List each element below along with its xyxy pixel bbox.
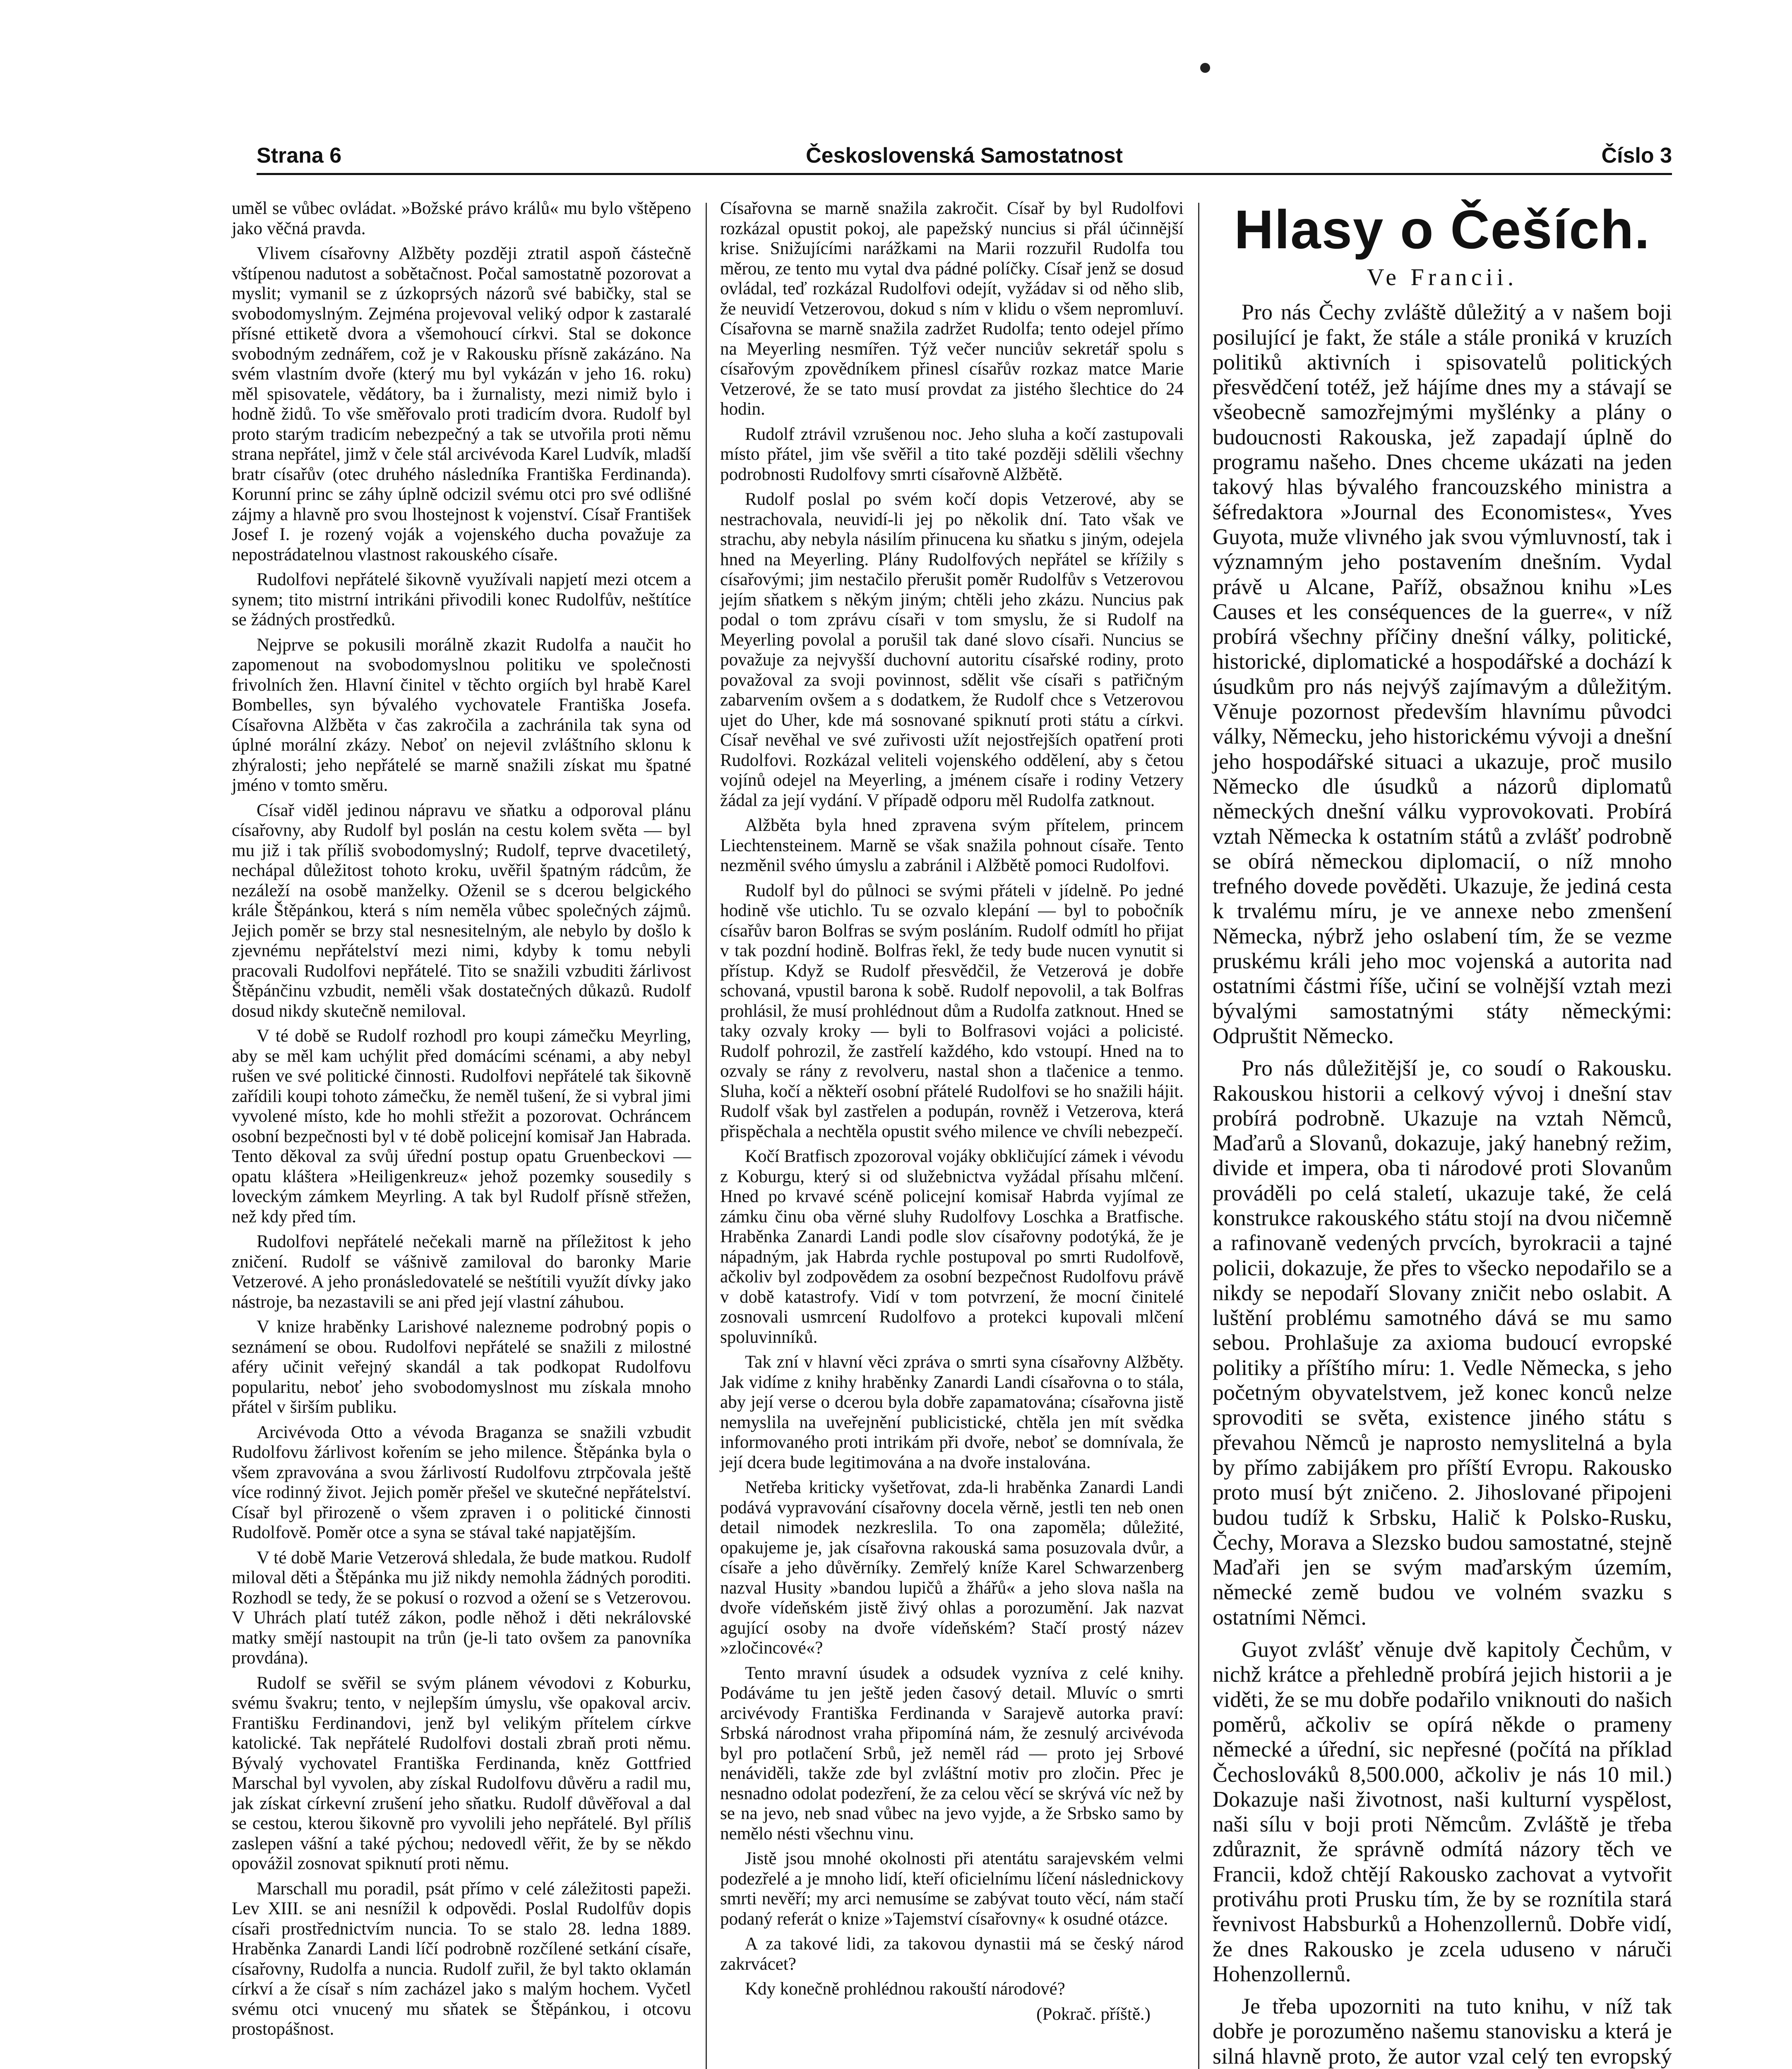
paragraph: Je třeba upozorniti na tuto knihu, v níž tak dobře je porozuměno našemu stanovisku a která je silná hlavně proto, že autor vzal celý ten evropský (1213, 1994, 1672, 2069)
paragraph: Netřeba kriticky vyšetřovat, zda-li hraběnka Zanardi Landi podává vypravování císařovny docela věrně, jestli ten neb onen detail nimodek nezkreslila. To ona zapoměla; důležité, opakujeme je, jak císařovna rakouská sama posuzovala dvůr, a císaře a jeho důvěrníky. Zemřelý kníže Karel Schwarzenberg nazval Husity »bandou lupičů a žhářů« a jeho slova našla na dvoře vídeňském jistě živý ohlas a porozumění. Jak nazvat agující osoby na dvoře vídeňském? Stačí prostý název »zločincové«? (720, 1478, 1184, 1658)
paragraph: A za takové lidi, za takovou dynastii má se český národ zakrvácet? (720, 1934, 1184, 1974)
paragraph: Rudolf se svěřil se svým plánem vévodovi z Koburku, svému švakru; tento, v nejlepším úmyslu, vše opakoval arciv. Františku Ferdinandovi, jenž byl velikým přítelem církve katolické. Tak nepřátelé Rudolfovi dostali zbraň proti němu. Bývalý vychovatel Františka Ferdinanda, kněz Gottfried Marschal byl vyvolen, aby získal Rudolfovu důvěru a radil mu, jak získat církevní zrušení jeho sňatku. Rudolf důvěřoval a dal se cestou, kterou šikovně pro vyvolili jeho nepřátelé. Byl příliš zaslepen vášní a také pýchou; nedovedl věřit, že by se někdo opovážil zosnovat spiknutí proti němu. (232, 1673, 691, 1873)
paragraph: Kočí Bratfisch zpozoroval vojáky obkličující zámek i vévodu z Koburgu, který si od služebnictva vyžádal přísahu mlčení. Hned po krvavé scéně policejní komisař Habrda vyjímal ze zámku činu oba věrné sluhy Rudolfovy Loschka a Bratfische. Hraběnka Zanardi Landi podle slov císařovny podotýká, že je nápadným, jak Habrda rychle postupoval po smrti Rudolfově, ačkoliv byl zodpovědem za osobní bezpečnost Rudolfovu právě v době katastrofy. Vidí v tom potvrzení, že mocní činitelé zosnovali usmrcení Rudolfovo a protekci kupovali mlčení spoluvinníků. (720, 1147, 1184, 1347)
continuation-note: (Pokrač. příště.) (1036, 2004, 1151, 2024)
newspaper-title: Československá Samostatnost (806, 144, 1123, 168)
paragraph: Arcivévoda Otto a vévoda Braganza se snažili vzbudit Rudolfovu žárlivost kořením se jeho milence. Štěpánka byla o všem zpravována a svou žárlivostí Rudolfovu ztrpčovala ještě více rodinný život. Jejich poměr přešel ve skutečné nepřátelství. Císař byl přirozeně o všem zpraven i o politické činnosti Rudolfově. Poměr otce a syna se stával také napjatějším. (232, 1422, 691, 1542)
column-divider (1198, 203, 1199, 2069)
page-number: Strana 6 (257, 144, 342, 168)
paragraph: Vlivem císařovny Alžběty později ztratil aspoň částečně vštípenou nadutost a sobětačnost. Počal samostatně pozorovat a myslit; vymanil se z úzkoprsých názorů své babičky, stal se svobodomyslným. Zejména projevoval veliký odpor k zastaralé přísné ettiketě dvora a všemohoucí církvi. Stal se dokonce svobodným zednářem, což je v Rakousku přísně zakázáno. Na svém vlastním dvoře (který mu byl vykázán v jeho 16. roku) měl spisovatele, vědátory, ba i žurnalisty, mezi nimiž bylo i hodně židů. To vše směřovalo proti tradicím dvora. Rudolf byl proto starým tradicím nebezpečný a tak se utvořila proti němu strana nepřátel, jimž v čele stál arcivévoda Karel Ludvík, mladší bratr císařův (otec druhého následníka Františka Ferdinanda). Korunní princ se záhy úplně odcizil svému otci pro své odlišné zájmy a hlavně pro svou lhostejnost k vojenství. Císař František Josef I. je rozený voják a vojenského ducha považuje za nepostrádatelnou vlastnost rakouského císaře. (232, 244, 691, 564)
article-column-2 (720, 199, 1184, 2029)
paragraph: Rudolf ztrávil vzrušenou noc. Jeho sluha a kočí zastupovali místo přátel, jim vše svěřil a tito také později sdělili všechny podrobnosti Rudolfovy smrti císařovně Alžbětě. (720, 424, 1184, 484)
paragraph: Marschall mu poradil, psát přímo v celé záležitosti papeži. Lev XIII. se ani nesnížil k odpovědi. Poslal Rudolfův dopis císaři prostřednictvím nuncia. To se stalo 28. ledna 1889. Hraběnka Zanardi Landi líčí podrobně rozčílené setkání císaře, císařovny, Rudolfa a nuncia. Rudolf zuřil, že byl takto oklamán církví a že císař s ním zacházel jako s malým hochem. Vyčetl svému otci vnucený mu sňatek se Štěpánkou, i otcovu prostopášnost. (232, 1879, 691, 2039)
column-divider (706, 203, 707, 2069)
paragraph: Rudolfovi nepřátelé nečekali marně na příležitost k jeho zničení. Rudolf se vášnivě zamiloval do baronky Marie Vetzerové. A jeho pronásledovatelé se neštítili využít dívky jako nástroje, ba nezastavili se ani před její vlastní záhubou. (232, 1232, 691, 1312)
paragraph: Pro nás Čechy zvláště důležitý a v našem boji posilující je fakt, že stále a stále proniká v kruzích politiků aktivních i spisovatelů politických přesvědčení totéž, jež hájíme dnes my a stávají se všeobecně samozřejmými myšlénky a plány o budoucnosti Rakouska, jež zapadají úplně do programu našeho. Dnes chceme ukázati na jeden takový hlas bývalého francouzského ministra a šéfredaktora »Journal des Economistes«, Yves Guyota, muže vlivného jak svou výmluvností, tak i významným jeho postavením dnešním. Vydal právě u Alcane, Paříž, obsažnou knihu »Les Causes et les conséquences de la guerre«, v níž probírá všechny příčiny dnešní války, politické, historické, diplomatické a hospodářské a dochází k úsudkům pro nás nejvýš zajímavým a důležitým. Věnuje pozornost především hlavnímu původci války, Německu, jeho historickému vývoji a dnešní jeho hospodářské situaci a ukazuje, proč musilo Německo dle úsudků a názorů diplomatů německých dnešní válku vyprovokovati. Probírá vztah Německa k ostatním států a zvlášť podrobně se obírá německou diplomacií, o níž mnoho trefného dovede pověděti. Ukazuje, že jediná cesta k trvalému míru, je ve annexe nebo zmenšení Německa, nýbrž jeho oslabení tím, že se vezme pruskému králi jeho moc vojenská a autorita nad ostatními částmi říše, učiní se volnější vztah mezi bývalými samostatnými státy německými: Odpruštit Německo. (1213, 300, 1672, 1048)
paragraph: Rudolfovi nepřátelé šikovně využívali napjetí mezi otcem a synem; tito mistrní intrikáni přivodili konec Rudolfův, neštítíce se žádných prostředků. (232, 570, 691, 629)
paragraph: Kdy konečně prohlédnou rakouští národové? (745, 1979, 1065, 1999)
ink-dot (1200, 63, 1210, 73)
paragraph: uměl se vůbec ovládat. »Božské právo králů« mu bylo vštěpeno jako věčná pravda. (232, 199, 691, 238)
paragraph: Tento mravní úsudek a odsudek vyzníva z celé knihy. Podáváme tu jen ještě jeden časový detail. Mluvíc o smrti arcivévody Františka Ferdinanda v Sarajevě autorka praví: Srbská národnost vraha připomíná nám, že zesnulý arcivévoda byl pro potlačení Srbů, jež neměl rád — proto jej Srbové nenáviděli, takže zde byl zvláštní motiv pro zločin. Přec je nesnadno odolat podezření, že za celou věcí se skrývá víc než by se na jevo, neb snad vůbec na jevo vyjde, a že Srbsko samo by nemělo nésti všechnu vinu. (720, 1663, 1184, 1843)
article-hlasy-o-cesich (1213, 199, 1672, 2069)
paragraph: V knize hraběnky Larishové nalezneme podrobný popis o seznámení se obou. Rudolfovi nepřátelé se snažili z milostné aféry učinit veřejný skandál a tak podkopat Rudolfovu popularitu, neboť jeho svobodomyslnost mu získala mnoho přátel v širším publiku. (232, 1317, 691, 1417)
paragraph: Guyot zvlášť věnuje dvě kapitoly Čechům, v nichž krátce a přehledně probírá jejich historii a je viděti, že se mu dobře podařilo vniknouti do našich poměrů, ačkoliv se opírá někde o prameny německé a úřední, sic nepřesné (počítá na příklad Čechoslováků 8,500.000, ačkoliv je nás 10 mil.) Dokazuje naši životnost, naši kulturní vyspělost, naši sílu v boji proti Němcům. Zvláště je třeba zdůraznit, že správně odmítá názory těch ve Francii, kdož chtějí Rakousko zachovat a vytvořit protiváhu proti Prusku tím, že by se roznítila stará řevnivost Habsburků a Hohenzollernů. Dobře vidí, že dnes Rakousko je zcela uduseno v náruči Hohenzollernů. (1213, 1637, 1672, 1986)
issue-number: Číslo 3 (1601, 144, 1672, 168)
paragraph: Pro nás důležitější je, co soudí o Rakousku. Rakouskou historii a celkový vývoj i dnešní stav probírá podrobně. Ukazuje na vztah Němců, Maďarů a Slovanů, dokazuje, jaký hanebný režim, divide et impera, oba ti národové proti Slovanům prováděli po celá staletí, ukazuje také, že celá konstrukce rakouského státu stojí na dvou ničemně a rafinovaně vedených prvcích, byrokracii a tajné policii, dokazuje, že přes to všecko nepodařilo se a nikdy se nepodaří Slovany zničit nebo oslabit. A luštění problému samotného dává se mu samo sebou. Prohlašuje za axioma budoucí evropské politiky a příštího míru: 1. Vedle Německa, s jeho početným obyvatelstvem, jež konec konců nelze sprovoditi se světa, existence jiného státu s převahou Němců je naprosto nemyslitelná a byla by přímo zabijákem pro příští Evropu. Rakousko proto musí být zničeno. 2. Jihoslované připojeni budou tudíž k Srbsku, Halič k Polsko-Rusku, Čechy, Morava a Slezsko budou samostatné, stejně Maďaři jen se svým maďarským územím, německé země budou ve volném svazku s ostatními Němci. (1213, 1056, 1672, 1630)
paragraph: Císařovna se marně snažila zakročit. Císař by byl Rudolfovi rozkázal opustit pokoj, ale papežský nuncius si přál účinnější krise. Snižujícími narážkami na Marii rozzuřil Rudolfa tou měrou, ze tento mu vytal dva pádné políčky. Císař jenž se dosud ovládal, teď rozkázal Rudolfovi odejít, vyžádav si od něho slib, že neuvidí Vetzerovou, dokud s ním v klidu o všem nepromluví. Císařovna se marně snažila zadržet Rudolfa; tento odejel přímo na Meyerling nesmířen. Týž večer nunciův sekretář spolu s císařovým zpovědníkem přinesl císařův rozkaz matce Marie Vetzerové, že se tato musí provdat za jistého šlechtice do 24 hodin. (720, 199, 1184, 419)
paragraph: Rudolf poslal po svém kočí dopis Vetzerové, aby se nestrachovala, neuvidí-li jej po několik dní. Tato však ve strachu, aby nebyla násilím přinucena ku sňatku s jiným, odejela hned na Meyerling. Plány Rudolfových nepřátel se křížily s císařovými; jim nestačilo přerušit poměr Rudolfův s Vetzerovou jejím sňatkem s někým jiným; chtěli jeho zkázu. Nuncius pak podal o tom zprávu císaři v tom smyslu, že si Rudolf na Meyerling povolal a porušil tak dané slovo císaři. Nuncius se považuje za nejvyšší duchovní autoritu císařské rodiny, proto považoval za svoji povinnost, sdělit vše císaři s patřičným zabarvením ovšem a s dodatkem, že Rudolf chce s Vetzerovou ujet do Uher, kde má sosnované spiknutí proti státu a církvi. Císař nevěhal ve své zuřivosti užít nejostřejších opatření proti Rudolfovi. Rozkázal veliteli vojenského oddělení, aby s četou vojínů odejel na Meyerling, a jménem císaře i rodiny Vetzery žádal za její vydání. V případě odporu měl Rudolfa zatknout. (720, 490, 1184, 810)
article-title: Hlasy o Češích. (1234, 199, 1650, 260)
page-header (257, 143, 1672, 176)
paragraph: Jistě jsou mnohé okolnosti při atentátu sarajevském velmi podezřelé a je mnoho lidí, kteří oficielnímu líčení následnickovy smrti nevěří; my arci nemusíme se zabývat touto věcí, nám stačí podaný referát o knize »Tajemství císařovny« k osudné otázce. (720, 1849, 1184, 1929)
header-rule (257, 173, 1672, 175)
article-subtitle: Ve Francii. (1367, 264, 1518, 290)
paragraph: V té době Marie Vetzerová shledala, že bude matkou. Rudolf miloval děti a Štěpánka mu již nikdy nemohla žádných poroditi. Rozhodl se tedy, že se pokusí o rozvod a ožení se s Vetzerovou. V Uhrách platí tutéž zákon, podle něhož i děti nekrálovské matky smějí nastoupit na trůn (je-li tato ovšem za panovníka provdána). (232, 1548, 691, 1668)
paragraph: Alžběta byla hned zpravena svým přítelem, princem Liechtensteinem. Marně se však snažila pohnout císaře. Tento nezměnil svého úmyslu a zabránil i Alžbětě pomoci Rudolfovi. (720, 816, 1184, 875)
article-body (1213, 300, 1672, 2069)
paragraph: Císař viděl jedinou nápravu ve sňatku a odporoval plánu císařovny, aby Rudolf byl poslán na cestu kolem světa — byl mu již i tak příliš svobodomyslný; Rudolf, teprve dvacetiletý, nechápal důležitost tohoto kroku, uvěřil špatným rádcům, že nezáleží na osobě manželky. Oženil se s dcerou belgického krále Štěpánkou, která s ním neměla vůbec společných zájmů. Jejich poměr se brzy stal nesnesitelným, ale nebylo by došlo k zjevnému nepřátelství mezi nimi, kdyby k tomu nebyli pracovali Rudolfovi nepřátelé. Tito se snažili vzbuditi žárlivost Štěpánčinu vzbudit, neměli však dostatečných důkazů. Rudolf dosud nikdy skutečně nemiloval. (232, 800, 691, 1021)
paragraph: V té době se Rudolf rozhodl pro koupi zámečku Meyrling, aby se měl kam uchýlit před domácími scénami, a aby nebyl rušen ve své politické činnosti. Rudolfovi nepřátelé tak šikovně zařídili koupi tohoto zámečku, že neměl tušení, že si vybral jimi vyvolené místo, kde ho mohli střežit a pozorovat. Ochráncem osobní bezpečnosti byl v té době policejní komisař Jan Habrada. Tento děkoval za svůj úřední postup opatu Gruenbeckovi — opatu kláštera »Heiligenkreuz« jehož pozemky sousedily s loveckým zámkem Meyrling. A tak byl Rudolf přísně střežen, než kdy před tím. (232, 1026, 691, 1227)
article-column-1 (232, 199, 691, 2045)
paragraph: Tak zní v hlavní věci zpráva o smrti syna císařovny Alžběty. Jak vidíme z knihy hraběnky Zanardi Landi císařovna o to stála, aby její verse o dcerou byla dobře zapamatována; císařovna jistě nemyslila na uveřejnění publicistické, chtěla jen mít svědka informovaného proti intrikám při dvoře, neboť se domnívala, že její dcera bude legitimována a na dvoře instalována. (720, 1352, 1184, 1472)
paragraph: Rudolf byl do půlnoci se svými přáteli v jídelně. Po jedné hodině vše utichlo. Tu se ozvalo klepání — byl to pobočník císařův baron Bolfras se svým posláním. Rudolf odmítl ho přijat v tak pozdní hodině. Bolfras řekl, že tedy bude nucen vynutit si přístup. Když se Rudolf přesvědčil, že Vetzerová je dobře schovaná, vpustil barona k sobě. Rudolf nepovolil, a tak Bolfras prohlásil, že musí prohlédnout dům a Rudolfa zatknout. Hned se taky ozvaly kroky — byli to Bolfrasovi vojáci a policisté. Rudolf pohrozil, že zastřelí každého, kdo vstoupí. Hned na to ozvaly se rány z revolveru, nastal shon a tlačenice a tenmo. Sluha, kočí a někteří osobní přátelé Rudolfovi se ho snažili hájit. Rudolf však byl zastřelen a podupán, rovněž i Vetzerova, která přispěchala a nechtěla opustit svého milence ve chvíli nebezpečí. (720, 881, 1184, 1141)
paragraph: Nejprve se pokusili morálně zkazit Rudolfa a naučit ho zapomenout na svobodomyslnou politiku ve společnosti frivolních žen. Hlavní činitel v těchto orgiích byl hrabě Karel Bombelles, syn bývalého vychovatele Františka Josefa. Císařovna Alžběta v čas zakročila a zachránila tak syna od úplné morální zkázy. Neboť on nejevil zvláštního sklonu k zhýralosti; jeho nepřátelé se marně snažili získat mu špatné jméno v tomto směru. (232, 635, 691, 795)
